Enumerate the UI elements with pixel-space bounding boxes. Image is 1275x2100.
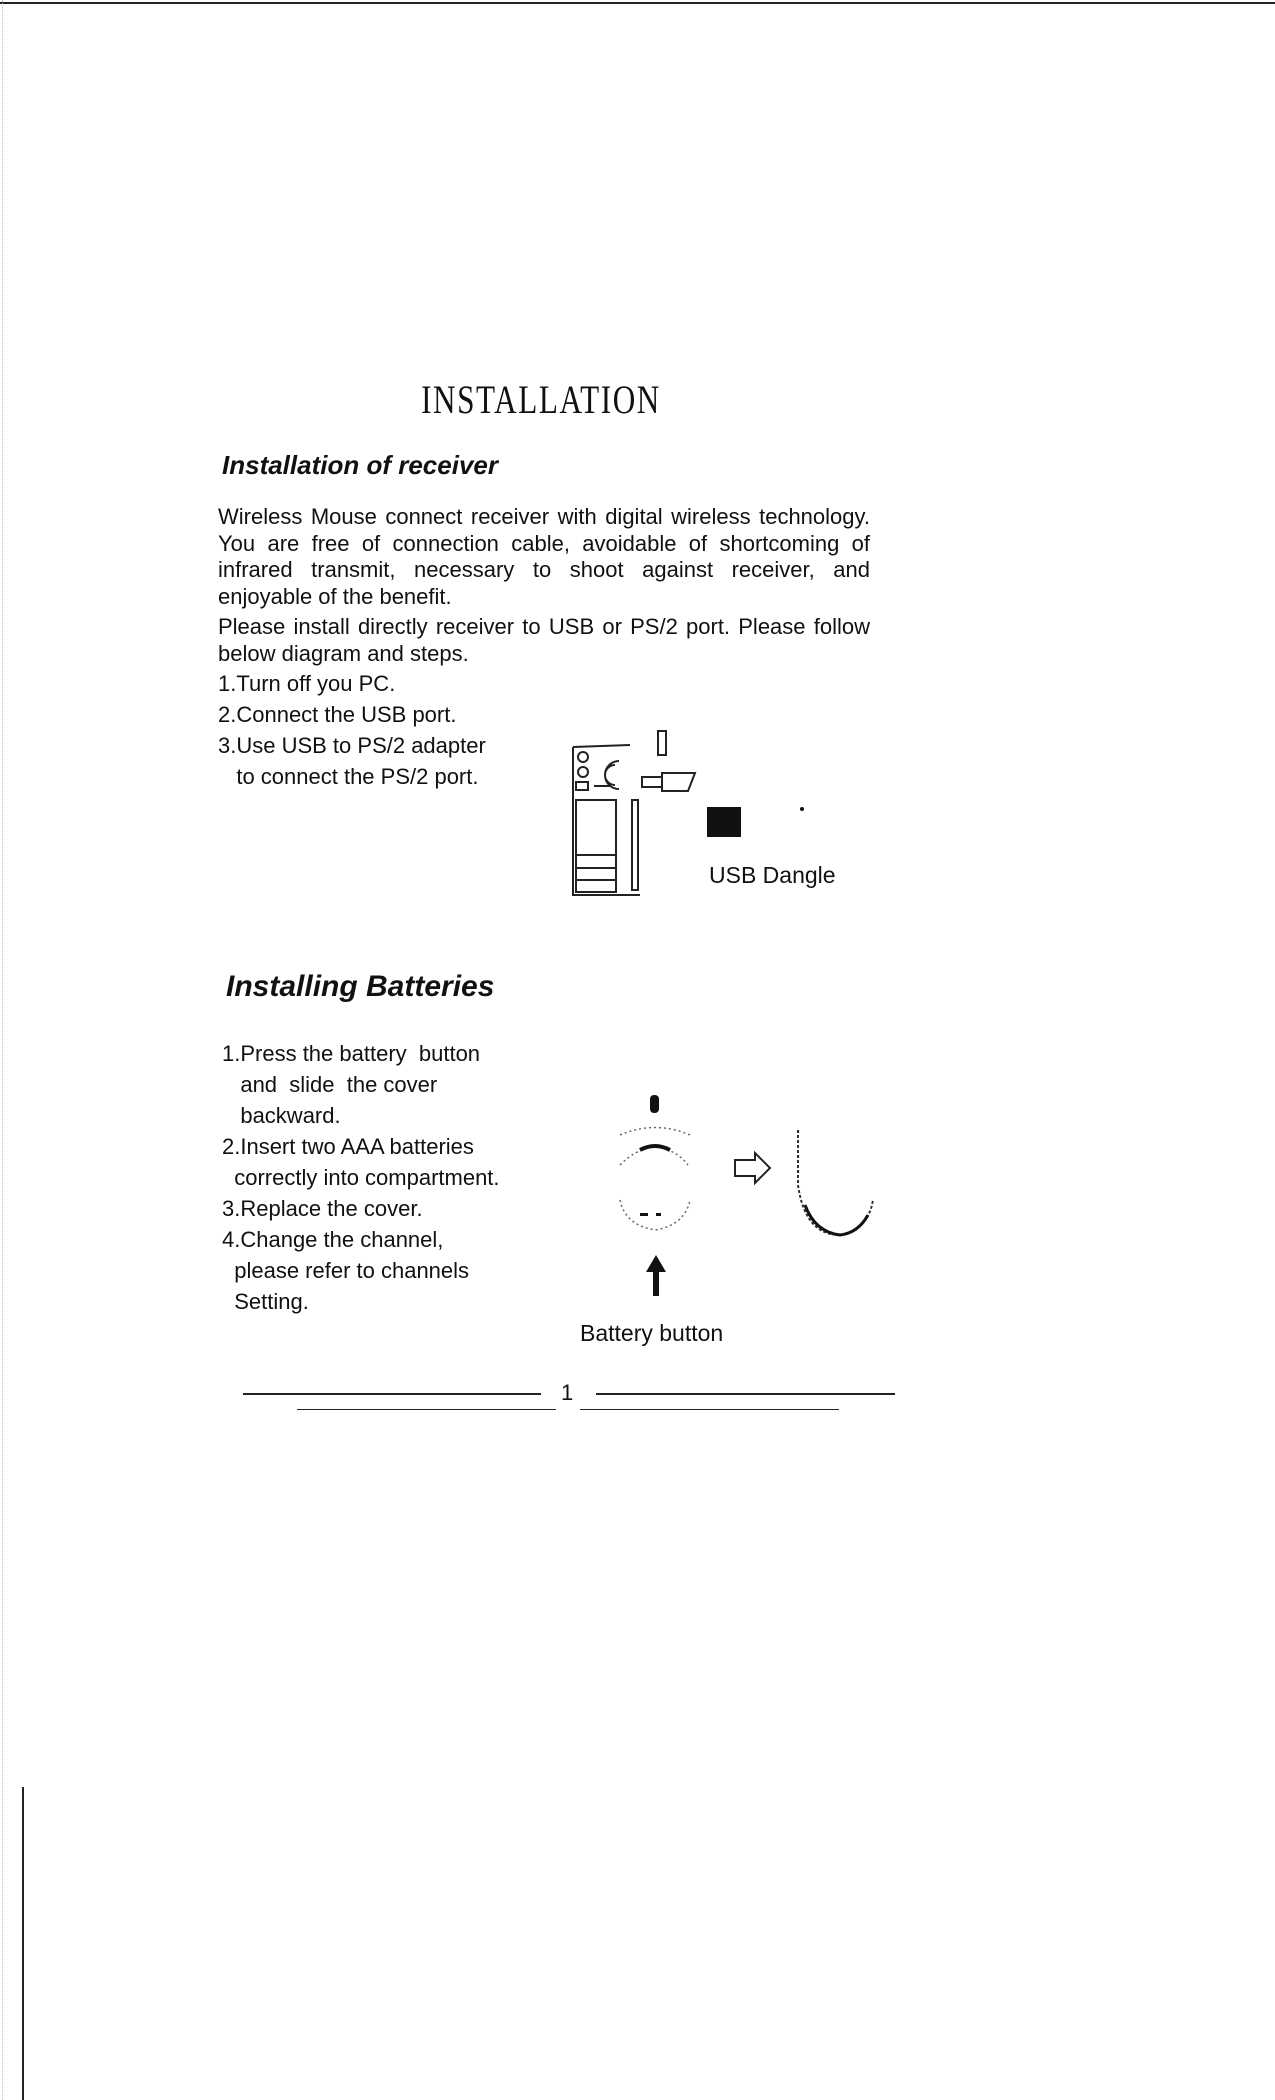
usb-dongle-caption: USB Dangle (709, 862, 836, 888)
receiver-heading: Installation of receiver (222, 450, 498, 480)
mouse-battery-diagram (600, 1090, 890, 1305)
receiver-paragraph-2: Please install directly receiver to USB or PS/2 port. Please follow below diagram and steps. (218, 614, 870, 666)
arrow-right-icon (735, 1153, 770, 1183)
footer-rule (243, 1393, 541, 1395)
page-title: INSTALLATION (421, 377, 661, 422)
batteries-heading: Installing Batteries (226, 970, 495, 1003)
battery-steps (222, 1038, 500, 1317)
receiver-paragraph-1: Wireless Mouse connect receiver with digital wireless technology. You are free of connection cable, avoidable of shortcoming of infrared transmit, necessary to shoot against receiver, and enjoyable of the benefit. (218, 504, 870, 609)
page-number: 1 (561, 1380, 574, 1405)
receiver-step: to connect the PS/2 port. (218, 764, 479, 789)
receiver-steps (218, 668, 486, 792)
battery-step: Setting. (222, 1289, 309, 1314)
battery-step: 3.Replace the cover. (222, 1196, 423, 1221)
battery-step: 2.Insert two AAA batteries (222, 1134, 474, 1159)
battery-step: please refer to channels (222, 1258, 470, 1283)
left-border-line (22, 1787, 24, 2100)
battery-button-caption: Battery button (580, 1320, 724, 1346)
battery-step: 4.Change the channel, (222, 1227, 444, 1252)
battery-step: and slide the cover (222, 1072, 438, 1097)
battery-step: 1.Press the battery button (222, 1041, 481, 1066)
battery-step: correctly into compartment. (222, 1165, 500, 1190)
receiver-step: 1.Turn off you PC. (218, 671, 396, 696)
left-scan-edge (2, 0, 4, 2100)
footer-rule (580, 1409, 839, 1410)
top-border-line (0, 2, 1275, 4)
battery-step: backward. (222, 1103, 341, 1128)
usb-dongle-icon (707, 807, 741, 837)
footer-rule (596, 1393, 895, 1395)
receiver-step: 2.Connect the USB port. (218, 702, 457, 727)
arrow-up-icon (646, 1255, 666, 1296)
receiver-step: 3.Use USB to PS/2 adapter (218, 733, 486, 758)
footer-rule (297, 1409, 556, 1410)
